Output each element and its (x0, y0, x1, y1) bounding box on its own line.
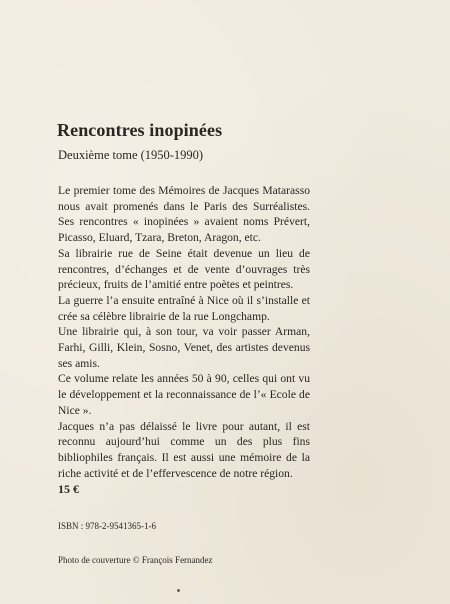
blurb-paragraph: Sa librairie rue de Seine était devenue un lieu de rencontres, d’échanges et de vente d’ouvrages très précieux, fruits de l’amitié entre poètes et peintres. (58, 246, 310, 292)
book-subtitle: Deuxième tome (1950-1990) (58, 148, 204, 162)
blurb-paragraph: Jacques n’a pas délaissé le livre pour autant, il est reconnu aujourd’hui comme un des plus fins bibliophiles français. Il est aussi une mémoire de la riche activité et de l’effervescence de notre région. (58, 419, 310, 480)
book-title: Rencontres inopinées (57, 120, 223, 140)
blurb-paragraph: Le premier tome des Mémoires de Jacques Matarasso nous avait promenés dans le Paris des Surréalistes. Ses rencontres « inopinées » avaient noms Prévert, Picasso, Eluard, Tzara, Breton, Aragon, etc. (58, 184, 310, 245)
blurb (58, 183, 310, 481)
blurb-paragraph: Ce volume relate les années 50 à 90, celles qui ont vu le développement et la reconnaissance de l’« Ecole de Nice ». (58, 372, 310, 417)
photo-credit: Photo de couverture © François Fernandez (58, 555, 213, 565)
paper-speck (177, 589, 180, 592)
price: 15 € (58, 482, 79, 496)
blurb-paragraph: La guerre l’a ensuite entraîné à Nice où il s’installe et crée sa célèbre librairie de la rue Longchamp. (58, 293, 310, 323)
blurb-paragraph: Une librairie qui, à son tour, va voir passer Arman, Farhi, Gilli, Klein, Sosno, Venet, des artistes devenus ses amis. (58, 325, 310, 370)
isbn: ISBN : 978-2-9541365-1-6 (58, 521, 156, 531)
